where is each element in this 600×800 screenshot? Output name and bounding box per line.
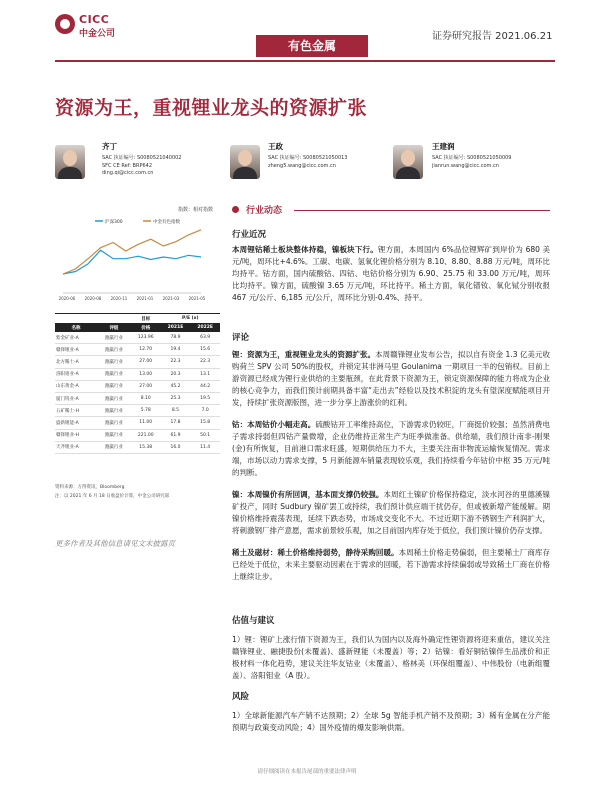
table-cell: 45.2 [161,380,191,392]
table-header-cell: 评级 [97,323,131,332]
section-industry-status [232,228,550,304]
table-cell: 盛新锂能-A [55,417,97,429]
section-bullet-icon [232,206,239,213]
analyst-email[interactable]: ding.qi@cicc.com.cn [102,170,154,176]
table-footnote: 注：以 2021 年 6 月 18 日收盘价计算，中金公司研究部 [55,494,170,499]
table-cell: 跑赢行业 [97,405,131,417]
table-cell: 15.6 [190,344,220,356]
paragraph-lithium: 锂：资源为王，重视锂业龙头的资源扩张。本周赣锋锂业发布公告，拟以自有资金 1.3 亿美元收购荷兰 SPV 公司 50%的股权，并锁定其非洲马里 Goulanima 一期项目一半的包销权。目前上游资源已经成为锂行业供给的主要瓶颈，在此背景下资源为王，锁定资源保障的能力将成为企业的核心竞争力，而我们预计前期具备丰富“走出去”经验以及技术积淀的龙头有望深度赋能项目开发，持续扩张资源版图，进一步分享上游涨价的红利。 [232,350,550,407]
table-cell: 13.1 [190,368,220,380]
table-row [55,380,220,392]
table-row [55,356,220,368]
analyst-info-1 [102,142,181,178]
table-cell: 北方稀土-A [55,356,97,368]
table-cell: 8.10 [131,392,161,404]
analyst-sac: SAC 执证编号: S0080521050009 [432,155,512,161]
table-cell: 12.70 [131,344,161,356]
table-header-cell [97,314,131,324]
analyst-sfc: SFC CE Ref: BRP642 [102,162,153,169]
chart-series [63,230,201,274]
section-valuation [232,614,550,682]
report-type-date: 证券研究报告 2021.06.21 [432,31,553,42]
table-row [55,429,220,441]
table-header-cell: 名称 [55,323,97,332]
table-cell: 19.4 [161,344,191,356]
logo-text-en: CICC [79,13,110,26]
table-row [55,417,220,429]
section-comment [232,331,550,583]
table-cell: 27.00 [131,380,161,392]
table-header-cell [55,314,97,324]
analyst-photo-3 [393,145,423,179]
table-notes [55,483,169,501]
table-cell: 紫金矿业-A [55,332,97,344]
analyst-name: 王政 [268,142,283,151]
paragraph-cobalt: 钴：本周钴价小幅走高。硫酸钴开工率维持高位，下游需求仍较旺，厂商挺价较强；虽然消费电子需求持弱但四钴产量微增，企业仍维持正常生产为旺季做准备。供给端，我们预计南非-刚果(金)有所恢复，目前港口需求旺盛，短期供给压力不大，主要关注南非物流运输恢复情况。需求端，市场以动力需求支撑，5 月新能源车销量表现较乐观，我们持续看今年钴价中枢 35 万元/吨的判断。 [232,420,551,477]
sector-tag: 有色金属 [256,35,368,57]
table-header-cell: 目标 [131,314,161,324]
cicc-logo [55,12,125,42]
paragraph: 1）锂：锂矿上涨行情下资源为王，我们认为国内以及海外确定性锂资源将迎来重估，建议关注赣锋锂业、融捷股份(未覆盖)、盛新锂能（未覆盖）等；2）钴镍：看好铜钴镍伴生品涨价和正极材料一体化趋势，建议关注华友钴业（未覆盖）、格林美（环保组覆盖）、中伟股份（电新组覆盖）、洛阳钼业（A 股）。 [232,635,550,680]
table-header-cell: 价格 [131,323,161,332]
table-cell: 山东黄金-A [55,380,97,392]
table-row [55,332,220,344]
table-cell: 7.0 [190,405,220,417]
analyst-photo-2 [230,145,260,179]
table-cell: 跑赢行业 [97,356,131,368]
analyst-name: 王建润 [432,142,455,151]
table-cell: 跑赢行业 [97,380,131,392]
table-cell: 61.9 [161,429,191,441]
table-cell: 赣锋锂业-A [55,344,97,356]
table-cell: 22.3 [161,356,191,368]
x-tick-label: 2020-06 [58,296,76,301]
section-title: 行业动态 [246,206,283,216]
table-cell: 跑赢行业 [97,344,131,356]
table-cell: 洛阳钼业-A [55,368,97,380]
cicc-logo-icon [55,14,75,34]
table-body [55,332,220,453]
table-cell: 赣锋锂业-H [55,429,97,441]
table-cell: 27.00 [131,356,161,368]
table-cell: 跑赢行业 [97,332,131,344]
x-tick-label: 2021-01 [136,296,154,301]
table-cell: 17.8 [161,417,191,429]
x-tick-label: 2021-05 [188,296,205,301]
table-cell: 78.9 [161,332,191,344]
paragraph-rare-earth: 稀土及磁材：稀土价格维持弱势，静待采购回暖。本周稀土价格走势偏弱，但主要稀土厂商库存已经处于低位，未来主要驱动因素在于需求的回暖，若下游需求持续偏弱或导致稀土厂商在价格上继续让步。 [232,548,550,581]
subsection-title: 行业近况 [232,230,267,240]
table-cell: 跑赢行业 [97,368,131,380]
table-cell: 跑赢行业 [97,441,131,453]
table-cell: 22.3 [190,356,220,368]
table-cell: 25.3 [161,392,191,404]
analyst-info-3 [432,142,511,170]
table-header-row-2 [55,323,220,332]
table-cell: 20.3 [161,368,191,380]
table-cell: 221.00 [131,429,161,441]
table-cell: 15.38 [131,441,161,453]
section-rule [294,210,550,211]
paragraph-nickel: 镍：本周镍价有所回调，基本面支撑仍较强。本周红土镍矿价格保持稳定，淡水河谷的里德溪镍矿投产，同时 Sudbury 镍矿罢工或持续，我们预计供应端干扰仍存，但或被新增产能缓解。期镍价格维持震荡表现，延续下跌态势，市场成交变化不大。不过近期下游不锈钢生产利润扩大，将刺激钢厂排产意愿，需求前景较乐观，加之目前国内库存处于低位，我们预计镍价仍存支撑。 [232,490,551,535]
analyst-photo-1 [55,145,85,179]
table-row [55,344,220,356]
analyst-name: 齐丁 [102,142,117,151]
table-cell: 13.00 [131,368,161,380]
table-cell: 8.5 [161,405,191,417]
series-line-1 [63,230,201,274]
table-cell: 44.2 [190,380,220,392]
analyst-sac: SAC 执证编号: S0080521050013 [268,155,348,161]
subsection-title: 估值与建议 [232,616,275,626]
paragraph: 1）全球新能源汽车产销不达预期；2）全球 5g 智能手机产销不及预期；3）稀有金属在分产能预期与政策变动风险；4）国外疫情的爆发影响供需。 [232,711,550,732]
subsection-title: 评论 [232,333,250,343]
table-cell: 跑赢行业 [97,392,131,404]
analyst-email[interactable]: zheng5.wang@cicc.com.cn [268,162,336,169]
logo-text-cn: 中金公司 [79,29,116,39]
x-tick-label: 2020-11 [110,296,128,301]
chart-legend [95,218,180,225]
table-cell: 跑赢行业 [97,429,131,441]
analyst-email[interactable]: jianrun.wang@cicc.com.cn [432,162,499,169]
table-cell: 五矿稀土-H [55,405,97,417]
table-cell: 50.1 [190,429,220,441]
x-tick-label: 2020-08 [84,296,102,301]
table-header-cell: 2021E [161,323,191,332]
table-cell: 15.8 [190,417,220,429]
table-row [55,405,220,417]
table-row [55,441,220,453]
legend-label: 沪深300 [105,220,123,225]
analyst-info-2 [268,142,347,170]
table-row [55,368,220,380]
table-cell: 厦门钨业-A [55,392,97,404]
table-cell: 5.78 [131,405,161,417]
legend-label: 中金有色指数 [153,220,180,225]
report-title: 资源为王，重视锂业龙头的资源扩张 [55,97,368,119]
valuation-table [55,313,220,454]
index-performance-chart [55,215,205,305]
table-cell: 16.0 [161,441,191,453]
table-cell: 跑赢行业 [97,417,131,429]
section-header [232,203,550,217]
table-header-cell: P/E (x) [161,314,220,324]
x-tick-label: 2021-03 [162,296,180,301]
table-header-row-1 [55,314,220,324]
footer-disclaimer: 请仔细阅读在本报告尾部的重要法律声明 [257,769,357,775]
table-cell: 天齐锂业-A [55,441,97,453]
table-source-note: 资料来源：万得资讯，Bloomberg [55,485,125,490]
x-tick-labels [59,296,205,301]
table-cell: 19.5 [190,392,220,404]
chart-caption: 指数：相对指数 [178,207,214,213]
table-cell: 11.4 [190,441,220,453]
section-risks [232,690,550,734]
table-cell: 63.9 [190,332,220,344]
subsection-title: 风险 [232,692,250,702]
analyst-sac: SAC 执证编号: S0080521040002 [102,155,182,161]
more-authors-note: 更多作者及其他信息请见文末披露页 [55,539,175,548]
table-header-cell: 2022E [190,323,220,332]
header-rule [55,60,555,62]
table-row [55,392,220,404]
table-cell: 11.00 [131,417,161,429]
paragraph: 本周锂钴稀土板块整体持稳，镍板块下行。锂方面，本周国内 6%品位锂辉矿到岸价为 680 美元/吨，周环比+4.6%。工碳、电碳、氢氧化锂价格分别为 8.10、8.80、8.88 万元/吨，周环比均持平。钴方面，国内硫酸钴、四钴、电钴价格分别为 6.90、25.75 和 33.00 万元/吨，周环比均持平。镍方面，硫酸镍 3.65 万元/吨，环比持平。稀土方面，氧化镨钕、氧化铽分别收报 467 元/公斤、6,185 元/公斤，周环比分别-0.4%、持平。 [232,245,550,302]
table-cell: 123.96 [131,332,161,344]
